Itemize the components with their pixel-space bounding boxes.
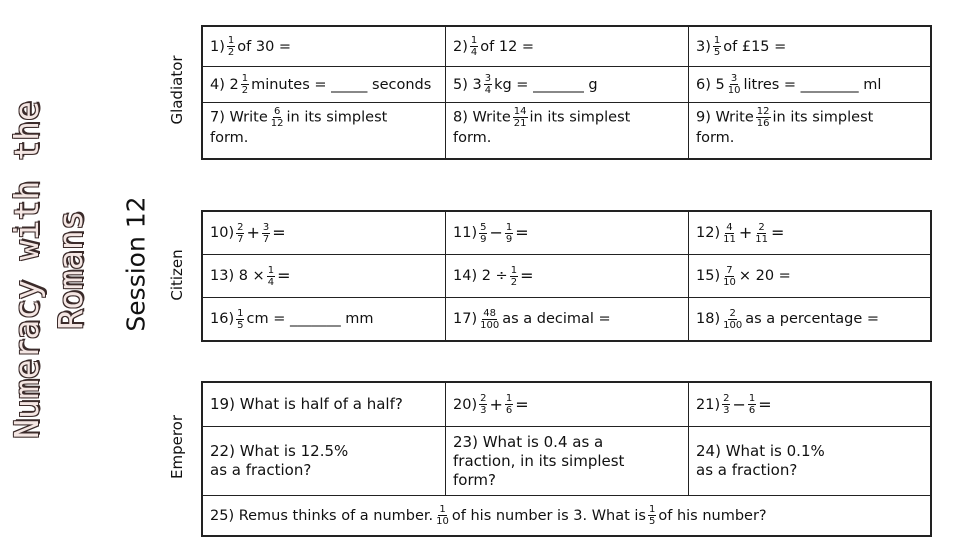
- title-line-1: Numeracy with the: [7, 101, 46, 439]
- question-17: 17) 48 100 as a decimal =: [446, 298, 688, 340]
- question-16: 16) 1 5 cm = _______ mm: [203, 298, 445, 340]
- tier-label-gladiator: Gladiator: [168, 55, 186, 125]
- question-8: 8) Write $\frac{14}{21}$ in its simplest form.: [446, 103, 688, 158]
- question-3: 3) 1 5 of £15 =: [689, 27, 930, 66]
- question-2: 2) 1 4 of 12 =: [446, 27, 688, 66]
- question-1: 1) 1 2 of 30 =: [203, 27, 445, 66]
- citizen-grid: [201, 210, 932, 342]
- question-24: 24) What is 0.1% as a fraction?: [689, 427, 930, 495]
- question-7: 7) Write $\frac{6}{12}$ in its simplest form.: [203, 103, 445, 158]
- question-6: 6) 5 3 10 litres = ________ ml: [689, 67, 930, 102]
- question-25: 25) Remus thinks of a number. 1 10 of his number is 3. What is 1 5 of his number?: [203, 496, 930, 535]
- emperor-grid: [201, 381, 932, 537]
- tier-label-citizen: Citizen: [168, 249, 186, 301]
- question-12: 12) 4 11 + $\frac{2}{11}$ =: [689, 212, 930, 254]
- question-22: 22) What is 12.5% as a fraction?: [203, 427, 445, 495]
- page-title: [5, 101, 93, 439]
- question-14: 14) 2 ÷ $\frac{1}{2}$ =: [446, 255, 688, 297]
- question-19: 19) What is half of a half?: [203, 383, 445, 426]
- question-11: 11) 5 9 − $\frac{1}{9}$ =: [446, 212, 688, 254]
- question-21: 21) 2 3 − $\frac{1}{6}$ =: [689, 383, 930, 426]
- question-15: 15) $\frac{7}{10}$ × 20 =: [689, 255, 930, 297]
- question-4: 4) 2 1 2 minutes = _____ seconds: [203, 67, 445, 102]
- question-9: 9) Write $\frac{12}{16}$ in its simplest form.: [689, 103, 930, 158]
- question-5: 5) 3 3 4 kg = _______ g: [446, 67, 688, 102]
- question-18: 18) 2 100 as a percentage =: [689, 298, 930, 340]
- question-10: 10) 2 7 + $\frac{3}{7}$ =: [203, 212, 445, 254]
- gladiator-grid: [201, 25, 932, 160]
- question-23: 23) What is 0.4 as a fraction, in its simplest form?: [446, 427, 688, 495]
- session-label: Session 12: [121, 196, 151, 332]
- title-line-2: Romans: [51, 210, 90, 330]
- question-20: 20) 2 3 + $\frac{1}{6}$ =: [446, 383, 688, 426]
- tier-label-emperor: Emperor: [168, 414, 186, 480]
- question-13: 13) 8 × $\frac{1}{4}$ =: [203, 255, 445, 297]
